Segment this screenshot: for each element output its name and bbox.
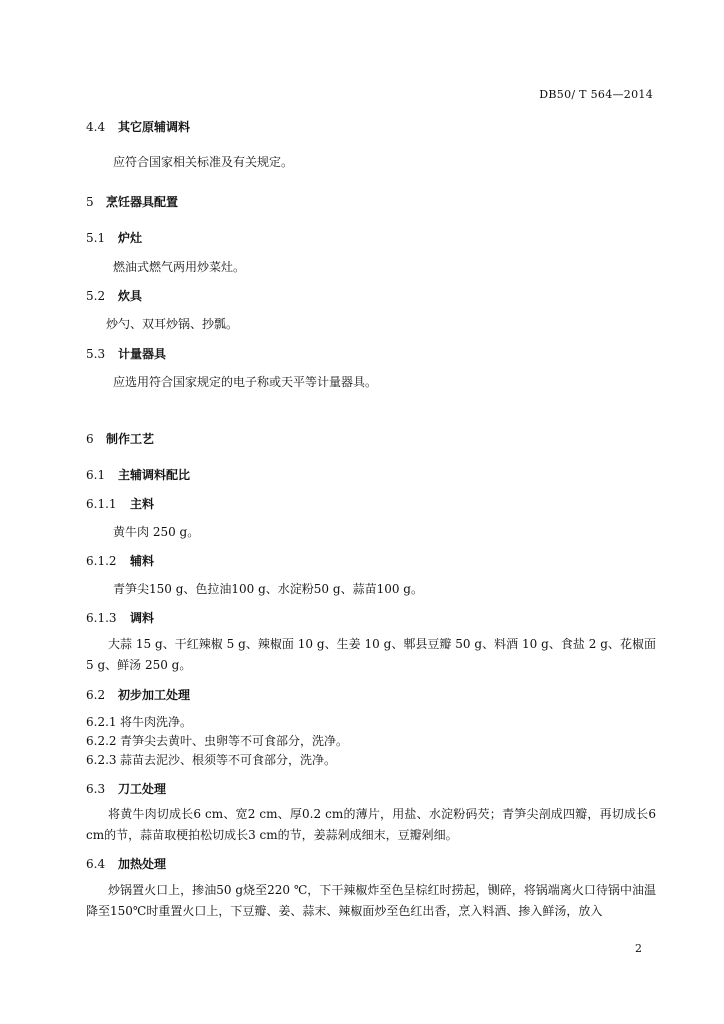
section-number: 4.4: [86, 120, 106, 134]
section-title: 刀工处理: [118, 782, 167, 796]
item-text: 蒜苗去泥沙、根须等不可食部分，洗净。: [120, 753, 337, 767]
section-6-1-heading: [86, 466, 190, 483]
section-number: 6.3: [86, 782, 106, 796]
item-number: 6.2.3: [86, 753, 117, 767]
section-6-1-2-heading: [86, 552, 154, 569]
section-title: 炉灶: [118, 231, 143, 245]
section-6-1-3-text: 大蒜 15 g、干红辣椒 5 g、辣椒面 10 g、生姜 10 g、郫县豆瓣 50 g、料酒 10 g、食盐 2 g、花椒面 5 g、鲜汤 250 g。: [86, 637, 656, 672]
section-5-3-text: 应选用符合国家规定的电子称或天平等计量器具。: [113, 375, 378, 389]
section-6-2-heading: [86, 686, 190, 703]
document-id: DB50/ T 564—2014: [539, 88, 653, 101]
section-number: 6: [86, 432, 94, 446]
section-title: 调料: [130, 611, 155, 625]
section-5-2-text: 炒勺、双耳炒锅、抄瓢。: [106, 317, 239, 331]
section-6-4-text: 炒锅置火口上，掺油50 g烧至220 ℃，下干辣椒炸至色呈棕红时捞起，铡碎，将锅端离火口待锅中油温降至150℃时重置火口上，下豆瓣、姜、蒜末、辣椒面炒至色红出香，烹入料酒、掺入鲜汤，放入: [86, 883, 656, 918]
section-6-3-text: 将黄牛肉切成长6 cm、宽2 cm、厚0.2 cm的薄片，用盐、水淀粉码芡；青笋尖剖成四瓣，再切成长6 cm的节，蒜苗取梗拍松切成长3 cm的节，姜蒜剁成细末，豆瓣剁细。: [86, 807, 656, 842]
section-title: 加热处理: [118, 857, 167, 871]
section-6-3-heading: [86, 780, 166, 797]
section-number: 6.2: [86, 688, 106, 702]
section-5-1-text: 燃油式燃气两用炒菜灶。: [113, 260, 246, 274]
section-number: 6.1.2: [86, 554, 117, 568]
list-item: [86, 713, 192, 730]
section-number: 6.4: [86, 857, 106, 871]
section-title: 主辅调料配比: [118, 468, 191, 482]
item-number: 6.2.1: [86, 715, 117, 729]
item-text: 青笋尖去黄叶、虫卵等不可食部分，洗净。: [120, 734, 349, 748]
section-title: 计量器具: [118, 347, 167, 361]
section-title: 辅料: [130, 554, 155, 568]
section-number: 5: [86, 195, 94, 209]
section-number: 5.3: [86, 347, 106, 361]
section-6-4-heading: [86, 855, 166, 872]
section-title: 主料: [130, 497, 155, 511]
section-5-3-heading: [86, 345, 166, 362]
section-5-heading: [86, 193, 178, 210]
section-6-heading: [86, 430, 154, 447]
section-4-4-text: 应符合国家相关标准及有关规定。: [113, 155, 294, 169]
item-number: 6.2.2: [86, 734, 117, 748]
section-6-1-3-heading: [86, 609, 154, 626]
page-number: 2: [635, 942, 642, 955]
section-6-1-1-text: 黄牛肉 250 g。: [113, 525, 200, 539]
list-item: [86, 751, 336, 768]
section-5-1-heading: [86, 229, 142, 246]
item-text: 将牛肉洗净。: [120, 715, 193, 729]
section-number: 6.1: [86, 468, 106, 482]
section-number: 5.2: [86, 289, 106, 303]
section-6-1-2-text: 青笋尖150 g、色拉油100 g、水淀粉50 g、蒜苗100 g。: [113, 582, 423, 596]
section-6-1-1-heading: [86, 495, 154, 512]
section-5-2-heading: [86, 287, 142, 304]
section-title: 初步加工处理: [118, 688, 191, 702]
section-number: 6.1.3: [86, 611, 117, 625]
section-number: 5.1: [86, 231, 106, 245]
section-number: 6.1.1: [86, 497, 117, 511]
list-item: [86, 732, 348, 749]
section-title: 其它原辅调料: [118, 120, 191, 134]
section-title: 炊具: [118, 289, 143, 303]
section-title: 制作工艺: [106, 432, 155, 446]
section-4-4-heading: [86, 118, 190, 135]
section-title: 烹饪器具配置: [106, 195, 179, 209]
